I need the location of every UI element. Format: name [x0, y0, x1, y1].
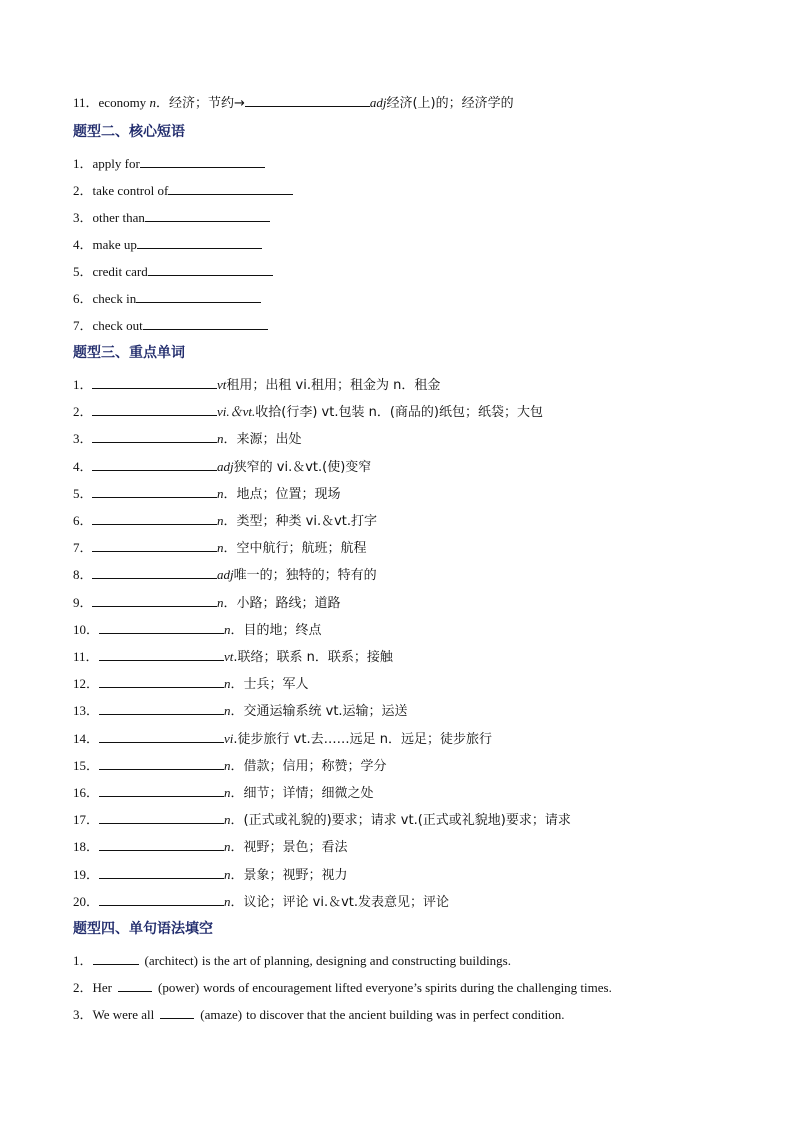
part-of-speech: n — [224, 893, 231, 909]
item-number: 2． — [73, 404, 93, 420]
phrase-item — [73, 290, 261, 308]
definition: ．景象；视野；视力 — [230, 867, 348, 883]
part-of-speech: n — [224, 839, 231, 855]
answer-blank[interactable] — [136, 290, 261, 303]
phrase-text: check in — [92, 291, 137, 306]
answer-blank[interactable] — [92, 594, 217, 607]
item-number: 14． — [73, 730, 100, 746]
item-number: 3． — [73, 210, 93, 225]
answer-blank[interactable] — [140, 155, 265, 168]
answer-blank[interactable] — [92, 403, 217, 416]
part-of-speech: n — [217, 485, 224, 501]
part-of-speech: n — [217, 540, 224, 556]
phrase-item — [73, 236, 262, 254]
item-number: 6． — [73, 513, 93, 528]
item-number: 18． — [73, 839, 100, 855]
vocab-item — [73, 458, 371, 476]
phrase-item — [73, 317, 268, 335]
answer-blank[interactable] — [92, 376, 217, 389]
part-of-speech: n — [224, 703, 231, 719]
definition: ．借款；信用；称赞；学分 — [230, 758, 387, 774]
answer-blank[interactable] — [92, 430, 217, 443]
sentence-end: words of encouragement lifted everyone’s spirits during the challenging times. — [203, 980, 612, 995]
definition: 收拾(行李) vt.包装 n．(商品的)纸包；纸袋；大包 — [255, 405, 543, 421]
vocab-item — [73, 485, 341, 503]
sentence-end: to discover that the ancient building was in perfect condition. — [246, 1007, 565, 1022]
phrase-item — [73, 182, 293, 200]
vocab-item — [73, 376, 440, 394]
vocab-item — [73, 730, 492, 748]
phrase-text: other than — [92, 210, 145, 225]
word-hint: (architect) — [144, 953, 198, 968]
definition: 唯一的；独特的；特有的 — [233, 568, 377, 584]
sentence-start: We were all — [92, 1007, 155, 1022]
vocab-item — [73, 866, 348, 884]
vocab-item — [73, 838, 348, 856]
part-of-speech: vi — [224, 730, 234, 746]
answer-blank[interactable] — [99, 784, 224, 797]
word-hint: (amaze) — [200, 1007, 243, 1022]
answer-blank[interactable] — [92, 458, 217, 471]
part-of-speech: n — [217, 513, 224, 528]
item-number: 5． — [73, 264, 93, 279]
item-number: 10． — [73, 621, 100, 637]
answer-blank[interactable] — [99, 675, 224, 688]
part-of-speech: adj — [217, 567, 234, 583]
grammar-item — [73, 979, 612, 997]
grammar-item — [73, 1006, 565, 1024]
answer-blank[interactable] — [99, 757, 224, 770]
item-number: 1． — [73, 953, 93, 968]
vocab-item — [73, 811, 571, 829]
phrase-item — [73, 263, 273, 281]
answer-blank[interactable] — [99, 866, 224, 879]
answer-blank[interactable] — [99, 811, 224, 824]
vocab-item-11 — [73, 94, 514, 112]
part-of-speech: vt — [224, 649, 234, 664]
answer-blank[interactable] — [92, 566, 217, 579]
phrase-item — [73, 155, 265, 173]
vocab-item — [73, 675, 309, 693]
sentence-start: Her — [92, 980, 113, 995]
phrase-text: check out — [92, 318, 143, 333]
vocab-item — [73, 566, 377, 584]
item-number: 12． — [73, 676, 100, 692]
vocab-item — [73, 621, 322, 639]
answer-blank[interactable] — [99, 730, 224, 743]
section-heading: 题型二、核心短语 — [73, 124, 185, 140]
phrase-text: take control of — [92, 183, 169, 198]
part-of-speech: adj — [369, 95, 387, 110]
answer-blank[interactable] — [143, 317, 268, 330]
answer-blank[interactable] — [168, 182, 293, 195]
definition: ．空中航行；航班；航程 — [223, 541, 367, 557]
part-of-speech: n — [224, 866, 231, 882]
answer-blank[interactable] — [137, 236, 262, 249]
definition: 租用；出租 vi.租用；租金为 n．租金 — [226, 378, 441, 393]
phrase-text: credit card — [92, 264, 148, 279]
item-number: 2． — [73, 980, 93, 995]
definition: ．目的地；终点 — [230, 622, 322, 638]
answer-blank[interactable] — [99, 893, 224, 906]
vocab-item — [73, 702, 408, 720]
word-hint: (power) — [158, 980, 200, 995]
item-number: 3． — [73, 431, 93, 447]
item-number: 11． — [73, 649, 99, 664]
definition: ．议论；评论 vi.＆vt.发表意见；评论 — [230, 894, 449, 910]
item-number: 4． — [73, 237, 93, 252]
item-number: 8． — [73, 567, 93, 583]
section-heading: 题型三、重点单词 — [73, 345, 185, 361]
answer-blank[interactable] — [160, 1006, 194, 1019]
vocab-item — [73, 594, 341, 612]
answer-blank[interactable] — [99, 702, 224, 715]
vocab-item — [73, 757, 387, 775]
definition: 狭窄的 vi.＆vt.(使)变窄 — [233, 459, 372, 475]
section-heading: 题型四、单句语法填空 — [73, 921, 213, 937]
answer-blank[interactable] — [118, 979, 152, 992]
vocab-item — [73, 512, 377, 530]
definition: ．经济；节约→ — [155, 96, 245, 111]
definition: ．类型；种类 vi.＆vt.打字 — [223, 514, 377, 529]
item-number: 7． — [73, 540, 93, 556]
answer-blank[interactable] — [99, 621, 224, 634]
item-number: 15． — [73, 757, 100, 773]
answer-blank[interactable] — [93, 952, 139, 965]
sentence-end: is the art of planning, designing and constructing buildings. — [201, 953, 511, 968]
answer-blank[interactable] — [92, 512, 217, 525]
part-of-speech: n — [224, 812, 231, 828]
item-number: 1． — [73, 156, 93, 171]
answer-blank[interactable] — [92, 485, 217, 498]
answer-blank[interactable] — [92, 539, 217, 552]
item-number: 7． — [73, 318, 93, 333]
item-number: 9． — [73, 594, 93, 610]
definition: 经济(上)的；经济学的 — [386, 96, 514, 111]
part-of-speech: n — [224, 757, 231, 773]
item-number: 3． — [73, 1007, 93, 1022]
definition: ．视野；景色；看法 — [230, 840, 348, 856]
vocab-item — [73, 430, 302, 448]
part-of-speech: n — [224, 785, 231, 800]
phrase-text: make up — [92, 237, 137, 252]
answer-blank[interactable] — [148, 263, 273, 276]
definition: ．士兵；军人 — [230, 677, 309, 693]
answer-blank[interactable] — [245, 94, 370, 107]
item-number: 1． — [73, 377, 93, 392]
part-of-speech: n — [149, 95, 156, 110]
item-number: 6． — [73, 291, 93, 306]
item-number: 4． — [73, 458, 93, 474]
item-word: economy — [98, 95, 147, 110]
part-of-speech: adj — [217, 458, 234, 474]
answer-blank[interactable] — [99, 838, 224, 851]
answer-blank[interactable] — [99, 648, 224, 661]
part-of-speech: n — [224, 621, 231, 637]
part-of-speech: n — [224, 676, 231, 692]
part-of-speech: vi.＆vt. — [217, 404, 256, 420]
item-number: 20． — [73, 893, 100, 909]
definition: ．来源；出处 — [223, 432, 302, 448]
vocab-item — [73, 893, 449, 911]
definition: ．细节；详情；细微之处 — [230, 786, 374, 801]
part-of-speech: n — [217, 594, 224, 610]
definition: ．(正式或礼貌的)要求；请求 vt.(正式或礼貌地)要求；请求 — [230, 813, 571, 829]
vocab-item — [73, 784, 374, 802]
grammar-item — [73, 952, 511, 970]
definition: ．小路；路线；道路 — [223, 595, 341, 611]
answer-blank[interactable] — [145, 209, 270, 222]
definition: ．交通运输系统 vt.运输；运送 — [230, 704, 408, 720]
phrase-text: apply for — [92, 156, 140, 171]
vocab-item — [73, 403, 543, 421]
vocab-item — [73, 648, 393, 666]
item-number: 19． — [73, 866, 100, 882]
definition: .徒步旅行 vt.去……远足 n．远足；徒步旅行 — [233, 731, 492, 747]
item-number: 16． — [73, 785, 100, 800]
item-number: 5． — [73, 485, 93, 501]
definition: .联络；联系 n．联系；接触 — [233, 650, 393, 665]
vocab-item — [73, 539, 367, 557]
item-number: 13． — [73, 703, 100, 719]
item-number: 17． — [73, 812, 100, 828]
part-of-speech: vt — [217, 377, 227, 392]
phrase-item — [73, 209, 270, 227]
definition: ．地点；位置；现场 — [223, 486, 341, 502]
part-of-speech: n — [217, 431, 224, 447]
item-number: 11． — [73, 95, 99, 110]
item-number: 2． — [73, 183, 93, 198]
